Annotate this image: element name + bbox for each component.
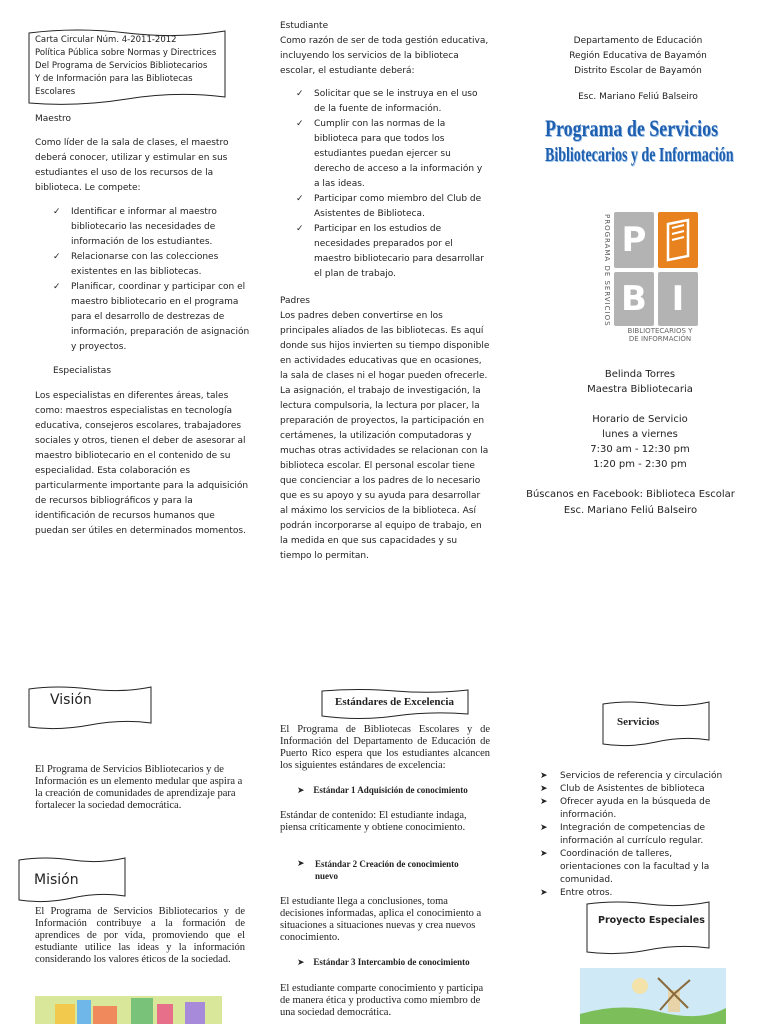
padres-heading: Padres: [280, 296, 310, 306]
estudiante-heading: Estudiante: [280, 21, 329, 31]
horario-time-1: 7:30 am - 12:30 pm: [590, 444, 690, 455]
arrow-icon: ➤: [540, 797, 548, 807]
facebook-line-2: Esc. Mariano Feliú Balseiro: [563, 505, 698, 516]
arrow-icon: ➤: [540, 771, 548, 781]
list-item: ✓ Participar como miembro del Club de Asistentes de Biblioteca.: [296, 194, 482, 219]
logo-vertical-text: PROGRAMA DE SERVICIOS: [603, 214, 611, 327]
estudiante-section: [280, 19, 490, 564]
estandar-2-text: El estudiante llega a conclusiones, toma decisiones informadas, aplica el conocimiento a situaciones a situaciones nuevas y crea nuevos conocimiento.: [280, 896, 482, 943]
proyectos-heading: Proyecto Especiales: [598, 915, 705, 926]
facebook-info: [518, 487, 743, 519]
org-line-3: Distrito Escolar de Bayamón: [574, 66, 702, 76]
cover-title: [545, 116, 765, 168]
list-item: ➤ Servicios de referencia y circulación: [540, 771, 723, 781]
estandares-heading: Estándares de Excelencia: [335, 696, 454, 708]
mision-text: El Programa de Servicios Bibliotecarios y de Información contribuye a la formación de aprendices de por vida, promoviendo que el estudiante utilice las ideas y la información considerando los valores éticos de la sociedad.: [35, 906, 245, 965]
vision-heading: Visión: [50, 692, 92, 708]
list-item: ➤ Ofrecer ayuda en la búsqueda de información.: [540, 797, 711, 820]
circular-line-1: Carta Circular Núm. 4-2011-2012: [35, 35, 177, 45]
maestro-section: [35, 112, 250, 539]
list-item: ✓ Identificar e informar al maestro bibliotecario las necesidades de información de los estudiantes.: [53, 207, 217, 247]
title-line-2: Bibliotecarios y de Información: [545, 144, 734, 166]
facebook-line-1: Búscanos en Facebook: Biblioteca Escolar: [526, 489, 735, 500]
horario-days: lunes a viernes: [602, 429, 678, 440]
vision-text: El Programa de Servicios Bibliotecarios y de Información es un elemento medular que aspira a la creación de comunidades de aprendizaje para fortalecer la sociedad democrática.: [35, 764, 243, 811]
list-item: ➤ Entre otros.: [540, 888, 613, 898]
list-item: ✓ Cumplir con las normas de la biblioteca para que todos los estudiantes puedan ejercer su derecho de acceso a la información y a las ideas.: [296, 119, 483, 189]
list-item: ✓ Relacionarse con las colecciones existentes en las bibliotecas.: [53, 252, 219, 277]
cover-org: [528, 34, 748, 105]
proyectos-banner-frame: [585, 900, 711, 954]
estandar-3-title: ➤ Estándar 3 Intercambio de conocimiento: [297, 957, 470, 968]
arrow-icon: ➤: [297, 958, 305, 968]
check-icon: ✓: [53, 282, 61, 292]
psbi-logo: [598, 208, 708, 350]
books-illustration: [35, 996, 222, 1024]
logo-letter-p: P: [614, 212, 654, 268]
servicios-heading: Servicios: [617, 716, 660, 728]
org-line-2: Región Educativa de Bayamón: [569, 51, 707, 61]
school-name: Esc. Mariano Feliú Balseiro: [578, 92, 698, 102]
servicios-list: [540, 770, 735, 900]
check-icon: ✓: [296, 119, 304, 129]
maestro-heading: Maestro: [35, 114, 72, 124]
windmill-illustration: [580, 968, 726, 1024]
check-icon: ✓: [53, 207, 61, 217]
arrow-icon: ➤: [540, 784, 548, 794]
circular-line-3: Del Programa de Servicios Bibliotecarios: [35, 61, 208, 71]
logo-letter-i: I: [658, 272, 698, 326]
check-icon: ✓: [296, 89, 304, 99]
horario-time-2: 1:20 pm - 2:30 pm: [593, 459, 687, 470]
estandar-3-text: El estudiante comparte conocimiento y participa de manera ética y productiva como miembro de una sociedad democrática.: [280, 983, 484, 1018]
estandar-1-text: Estándar de contenido: El estudiante indaga, piensa críticamente y obtiene conocimiento.: [280, 810, 467, 833]
estudiante-list: [296, 87, 490, 282]
arrow-icon: ➤: [540, 823, 548, 833]
list-item: ➤ Coordinación de talleres, orientaciones con la facultad y la comunidad.: [540, 849, 710, 885]
mision-heading: Misión: [34, 872, 79, 888]
check-icon: ✓: [296, 224, 304, 234]
especialistas-text: Los especialistas en diferentes áreas, tales como: maestros especialistas en tecnología educativa, consejeros escolares, trabajadores sociales y otros, tienen el deber de asesorar al maestro bibliotecario en el contenido de su especialidad. Esta colaboración es particularmente importante para la adquisición de recursos bibliográficos y para la identificación de recursos humanos que puedan ser útiles en determinados momentos.: [35, 391, 249, 536]
estudiante-intro: Como razón de ser de toda gestión educativa, incluyendo los servicios de la biblioteca escolar, el estudiante deberá:: [280, 36, 489, 76]
list-item: ➤ Integración de competencias de información al currículo regular.: [540, 823, 705, 846]
list-item: ✓ Solicitar que se le instruya en el uso de la fuente de información.: [296, 89, 478, 114]
horario-label: Horario de Servicio: [592, 414, 688, 425]
estandar-2-title: ➤ Estándar 2 Creación de conocimiento nuevo: [297, 859, 459, 881]
especialistas-heading: Especialistas: [53, 366, 112, 376]
title-line-1: Programa de Servicios: [545, 116, 719, 141]
logo-letter-b: B: [614, 272, 654, 326]
list-item: ➤ Club de Asistentes de biblioteca: [540, 784, 705, 794]
librarian-info: [555, 367, 725, 472]
estandares-intro: El Programa de Bibliotecas Escolares y de Información del Departamento de Educación de Puerto Rico espera que los estudiantes alcancen los siguientes estándares de excelencia:: [280, 724, 490, 771]
check-icon: ✓: [296, 194, 304, 204]
list-item: ✓ Planificar, coordinar y participar con el maestro bibliotecario en el programa para el desarrollo de destrezas de información, preparación de asignación y proyectos.: [53, 282, 250, 352]
circular-line-4: Y de Información para las Bibliotecas Escolares: [35, 74, 193, 97]
estandar-1-title: ➤ Estándar 1 Adquisición de conocimiento: [297, 785, 468, 796]
arrow-icon: ➤: [297, 859, 305, 869]
maestro-list: [53, 205, 250, 355]
arrow-icon: ➤: [297, 786, 305, 796]
librarian-role: Maestra Bibliotecaria: [587, 384, 693, 395]
maestro-intro: Como líder de la sala de clases, el maestro deberá conocer, utilizar y estimular en sus estudiantes el uso de los recursos de la biblioteca. Le compete:: [35, 138, 229, 193]
padres-text: Los padres deben convertirse en los principales aliados de las bibliotecas. Es aquí donde sus hijos invierten su tiempo disponible en actividades educativas que en ocasiones, la sala de clases ni el hogar pueden ofrecerle. La asignación, el trabajo de investigación, la lectura compulsoria, la lectura por placer, la preparación de proyectos, la participación en certámenes, la utilización computadoras y muchas otras actividades se relacionan con la biblioteca escolar. El personal escolar tiene que concienciar a los padres de lo necesario que es su apoyo y su ayuda para desarrollar al máximo los servicios de la biblioteca. Así podrán incorporarse al equipo de trabajo, en la medida en que sus capacidades y su tiempo lo permitan.: [280, 311, 490, 561]
arrow-icon: ➤: [540, 888, 548, 898]
circular-reference: [35, 34, 225, 99]
check-icon: ✓: [53, 252, 61, 262]
list-item: ✓ Participar en los estudios de necesidades preparados por el maestro bibliotecario para desarrollar el plan de trabajo.: [296, 224, 484, 279]
arrow-icon: ➤: [540, 849, 548, 859]
book-s-icon: [658, 212, 698, 268]
circular-line-2: Política Pública sobre Normas y Directrices: [35, 48, 217, 58]
logo-caption: BIBLIOTECARIOS Y DE INFORMACIÓN: [627, 327, 693, 343]
org-line-1: Departamento de Educación: [573, 36, 703, 46]
librarian-name: Belinda Torres: [604, 369, 676, 380]
